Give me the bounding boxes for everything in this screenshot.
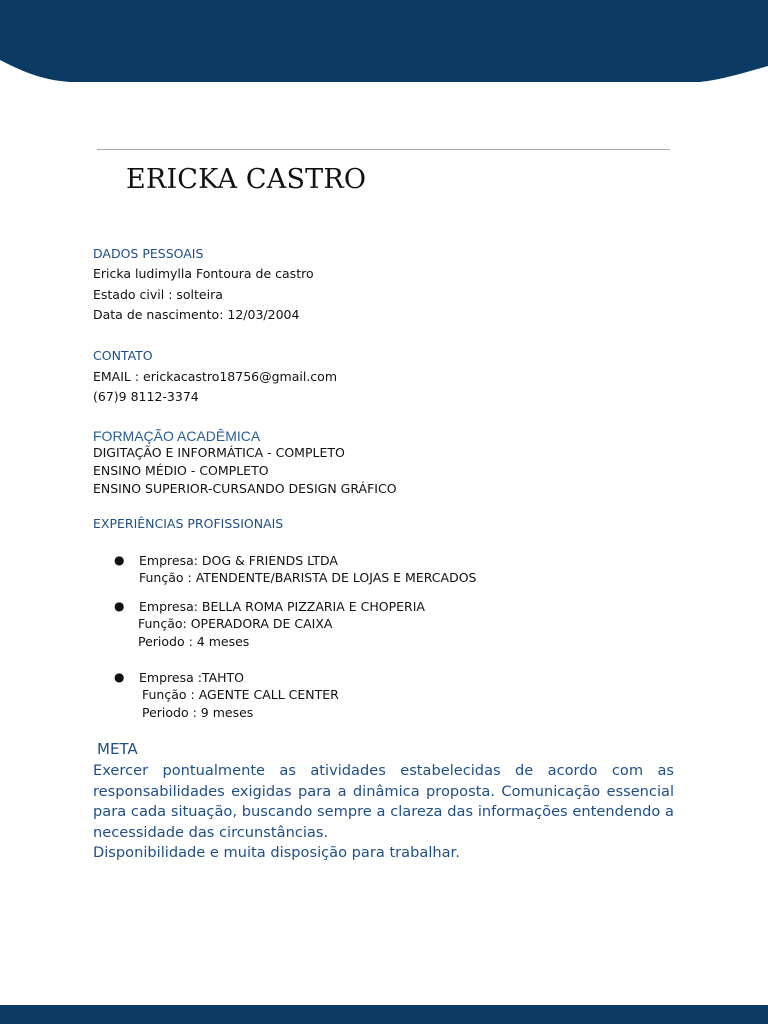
section-title-formacao: FORMAÇÃO ACADÊMICA — [93, 428, 261, 444]
section-title-dados-pessoais: DADOS PESSOAIS — [93, 246, 204, 261]
experience-company: Empresa: DOG & FRIENDS LTDA — [139, 553, 338, 568]
experience-period: Periodo : 4 meses — [138, 634, 250, 649]
personal-birth-date: Data de nascimento: 12/03/2004 — [93, 307, 300, 322]
experience-company: Empresa :TAHTO — [139, 670, 245, 685]
resume-name: ERICKA CASTRO — [126, 164, 367, 195]
meta-paragraph — [93, 761, 674, 844]
experience-role: Função: OPERADORA DE CAIXA — [138, 616, 333, 631]
section-title-meta: META — [97, 740, 138, 758]
section-title-contato: CONTATO — [93, 348, 153, 363]
education-item: ENSINO MÉDIO - COMPLETO — [93, 463, 269, 478]
section-title-experiencias: EXPERIÊNCIAS PROFISSIONAIS — [93, 516, 284, 531]
personal-full-name: Ericka ludimylla Fontoura de castro — [93, 266, 314, 281]
experience-role: Função : AGENTE CALL CENTER — [142, 687, 339, 702]
contact-phone: (67)9 8112-3374 — [93, 389, 199, 404]
header-band — [0, 0, 768, 82]
divider-line — [97, 149, 670, 150]
experience-period: Periodo : 9 meses — [142, 705, 254, 720]
personal-marital-status: Estado civil : solteira — [93, 287, 223, 302]
meta-line: para cada situação, buscando sempre a clareza das informações entendendo a — [93, 803, 674, 821]
education-item: ENSINO SUPERIOR-CURSANDO DESIGN GRÁFICO — [93, 481, 397, 496]
bullet-icon: ● — [114, 670, 125, 684]
education-item: DIGITAÇÃO E INFORMÁTICA - COMPLETO — [93, 445, 345, 460]
bullet-icon: ● — [114, 553, 125, 567]
meta-availability: Disponibilidade e muita disposição para trabalhar. — [93, 844, 460, 861]
meta-line: responsabilidades exigidas para a dinâmica proposta. Comunicação essencial — [93, 782, 674, 800]
bullet-icon: ● — [114, 599, 125, 613]
experience-company: Empresa: BELLA ROMA PIZZARIA E CHOPERIA — [139, 599, 425, 614]
experience-role: Função : ATENDENTE/BARISTA DE LOJAS E MERCADOS — [139, 570, 477, 585]
meta-line: necessidade das circunstâncias. — [93, 824, 329, 842]
footer-band — [0, 1005, 768, 1024]
contact-email: EMAIL : erickacastro18756@gmail.com — [93, 369, 338, 384]
meta-line: Exercer pontualmente as atividades estabelecidas de acordo com as — [93, 762, 674, 779]
